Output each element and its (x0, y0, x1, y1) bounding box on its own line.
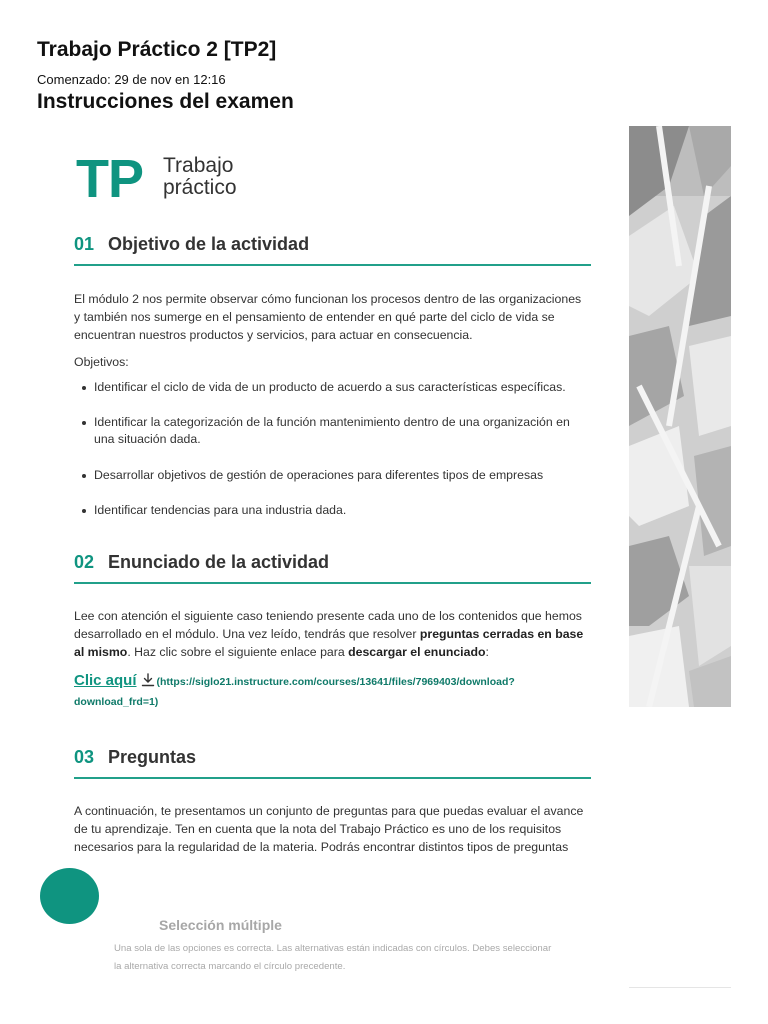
question-type-title: Selección múltiple (159, 917, 282, 933)
question-type-description: Una sola de las opciones es correcta. Las alternativas están indicadas con círculos. Debes seleccionar la alternativa correcta marcando el círculo precedente. (114, 943, 552, 972)
section-preguntas (74, 747, 591, 771)
section-divider (74, 264, 591, 266)
list-item: Desarrollar objetivos de gestión de operaciones para diferentes tipos de empresas (94, 467, 584, 484)
download-url[interactable]: (https://siglo21.instructure.com/courses/13641/files/7969403/download?download_frd=1) (74, 676, 515, 708)
logo-line-2: práctico (163, 176, 237, 199)
section-divider (74, 777, 591, 779)
download-link[interactable]: Clic aquí (74, 672, 137, 689)
section-title: Preguntas (108, 747, 197, 767)
objetivo-paragraph: El módulo 2 nos permite observar cómo funcionan los procesos dentro de las organizaciones y también nos sumerge en el pensamiento de entender en qué parte del ciclo de vida se encuentran nuestros productos y servicios, para actuar en consecuencia. (74, 292, 582, 342)
tp-logo (74, 150, 274, 210)
list-item: Identificar la categorización de la función mantenimiento dentro de una organización en una situación dada. (94, 414, 584, 448)
logo-mark: TP (76, 149, 144, 209)
side-divider (629, 987, 731, 988)
section-title: Enunciado de la actividad (108, 552, 330, 572)
section-number: 03 (74, 747, 95, 767)
section-divider (74, 582, 591, 584)
list-item: Identificar el ciclo de vida de un producto de acuerdo a sus características específicas. (94, 379, 584, 396)
section-number: 02 (74, 552, 95, 572)
enunciado-paragraph: Lee con atención el siguiente caso teniendo presente cada uno de los contenidos que hemos desarrollado en el módulo. Una vez leído, tendrás que resolver preguntas cerradas en base al mismo. Haz clic sobre el siguiente enlace para descargar el enunciado: (74, 609, 584, 659)
preguntas-paragraph: A continuación, te presentamos un conjunto de preguntas para que puedas evaluar el avance de tu aprendizaje. Ten en cuenta que la nota del Trabajo Práctico es uno de los requisitos necesarios para la regularidad de la materia. Podrás encontrar distintos tipos de preguntas (74, 804, 584, 854)
list-item: Identificar tendencias para una industria dada. (94, 502, 584, 519)
section-objetivo (74, 234, 591, 258)
side-decorative-image (629, 126, 731, 707)
download-link-block (74, 672, 591, 712)
section-title: Objetivo de la actividad (108, 234, 310, 254)
logo-line-1: Trabajo (163, 154, 234, 177)
instructions-title: Instrucciones del examen (37, 90, 294, 113)
download-icon[interactable] (141, 673, 155, 687)
objectives-label: Objetivos: (74, 355, 129, 369)
section-enunciado (74, 552, 591, 576)
page-title: Trabajo Práctico 2 [TP2] (37, 38, 277, 61)
section-number: 01 (74, 234, 95, 254)
question-type-icon (40, 868, 99, 924)
started-timestamp: Comenzado: 29 de nov en 12:16 (37, 72, 226, 87)
